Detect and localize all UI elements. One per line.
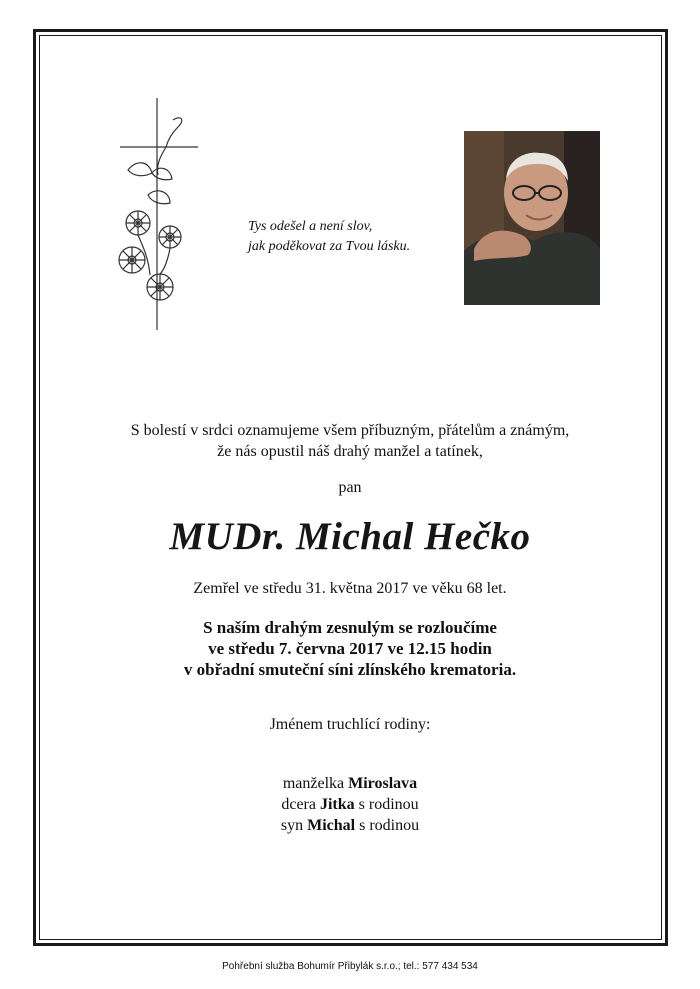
family-suffix: s rodinou [359, 817, 420, 834]
salutation: pan [338, 479, 362, 496]
family-relation: manželka [282, 775, 345, 792]
family-member [60, 815, 640, 836]
quote-line-2: jak poděkovat za Tvou lásku. [248, 239, 411, 254]
announcement [60, 420, 640, 462]
funeral-line-1: S naším drahým zesnulým se rozloučíme [203, 618, 497, 637]
announcement-line-2: že nás opustil náš drahý manžel a tatínek, [217, 443, 483, 460]
family-member [60, 773, 640, 794]
family-member [60, 794, 640, 815]
family-name: Miroslava [348, 775, 418, 792]
quote-line-1: Tys odešel a není slov, [248, 219, 373, 234]
funeral-line-3: v obřadní smuteční síni zlínského krematoria. [183, 660, 517, 679]
family-intro: Jménem truchlící rodiny: [269, 716, 431, 733]
family-relation: syn [280, 817, 304, 834]
funeral-line-2: ve středu 7. června 2017 ve 12.15 hodin [208, 639, 492, 658]
family-relation: dcera [281, 796, 316, 813]
death-info: Zemřel ve středu 31. května 2017 ve věku 68 let. [193, 580, 507, 597]
portrait-photo [464, 131, 600, 305]
memorial-quote [248, 217, 438, 257]
funeral-info [60, 617, 640, 680]
family-list [60, 773, 640, 836]
deceased-name: MUDr. Michal Hečko [169, 515, 531, 558]
family-suffix: s rodinou [358, 796, 419, 813]
announcement-line-1: S bolestí v srdci oznamujeme všem příbuzným, přátelům a známým, [130, 422, 570, 439]
family-name: Jitka [319, 796, 355, 813]
family-name: Michal [307, 817, 356, 834]
cross-with-flowers-icon [108, 95, 203, 335]
funeral-service-footer: Pohřební služba Bohumír Přibylák s.r.o.; tel.: 577 434 534 [222, 961, 478, 972]
